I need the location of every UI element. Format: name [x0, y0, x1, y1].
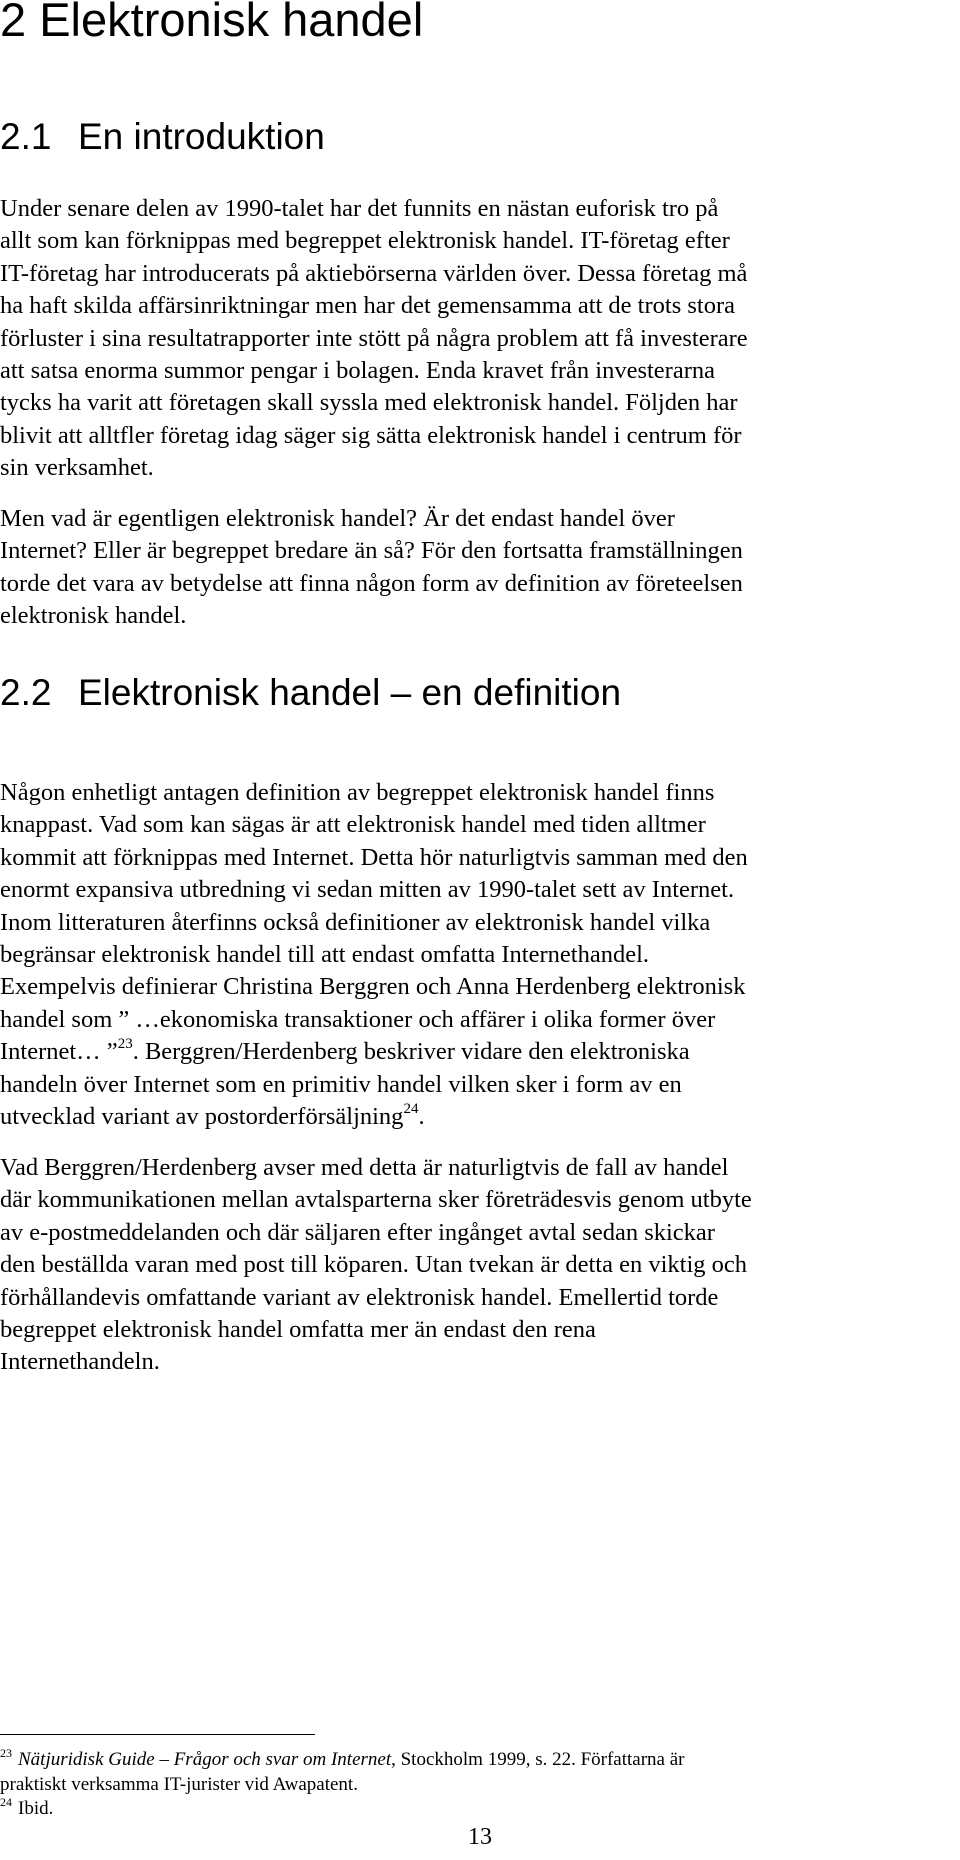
- paragraph-definition-1: [0, 777, 960, 1133]
- footnote-reference-24[interactable]: 24: [403, 1101, 419, 1118]
- chapter-title: Elektronisk handel: [39, 0, 424, 46]
- text-line: Internet? Eller är begreppet bredare än så? För den fortsatta framställningen: [0, 537, 743, 565]
- text-line-with-reference: [0, 1036, 960, 1068]
- text-line: blivit att alltfler företag idag säger sig sätta elektronisk handel i centrum för: [0, 421, 742, 449]
- section-number: 2.1: [0, 116, 52, 157]
- footnote-reference-23[interactable]: 23: [117, 1036, 133, 1053]
- text-line: IT-företag har introducerats på aktiebörserna världen över. Dessa företag må: [0, 259, 748, 287]
- paragraph-definition-2: [0, 1152, 960, 1379]
- text-line: sin verksamhet.: [0, 454, 154, 482]
- text-line: knappast. Vad som kan sägas är att elektronisk handel med tiden alltmer: [0, 811, 706, 839]
- text-line: av e-postmeddelanden och där säljaren efter ingånget avtal sedan skickar: [0, 1218, 715, 1246]
- footnote-divider: [0, 1734, 315, 1735]
- footnote-number: 24: [0, 1795, 12, 1809]
- text-line: begreppet elektronisk handel omfatta mer än endast den rena: [0, 1316, 596, 1344]
- text-line: handel som ” …ekonomiska transaktioner och affärer i olika former över: [0, 1005, 716, 1033]
- section-heading-2-1: [0, 114, 325, 160]
- text-line: allt som kan förknippas med begreppet elektronisk handel. IT-företag efter: [0, 227, 730, 255]
- text-line: Internethandeln.: [0, 1348, 160, 1376]
- page-number: 13: [468, 1824, 492, 1850]
- section-number: 2.2: [0, 672, 52, 713]
- section-heading-2-2: [0, 670, 621, 716]
- chapter-heading: [0, 0, 423, 50]
- footnote-23: [0, 1748, 960, 1773]
- section-title: En introduktion: [78, 116, 325, 157]
- line-text: .: [418, 1103, 425, 1131]
- text-line: elektronisk handel.: [0, 602, 187, 630]
- text-line: begränsar elektronisk handel till att endast omfatta Internethandel.: [0, 941, 650, 969]
- text-line: Under senare delen av 1990-talet har det funnits en nästan euforisk tro på: [0, 195, 719, 222]
- paragraph-intro-1: [0, 193, 960, 485]
- paragraph-intro-2: [0, 503, 960, 633]
- section-title: Elektronisk handel – en definition: [78, 672, 622, 713]
- text-line: Exempelvis definierar Christina Berggren och Anna Herdenberg elektronisk: [0, 973, 746, 1001]
- text-line: Inom litteraturen återfinns också definitioner av elektronisk handel vilka: [0, 908, 711, 936]
- text-line: att satsa enorma summor pengar i bolagen. Enda kravet från investerarna: [0, 357, 715, 385]
- footnote-23-continued: praktiskt verksamma IT-jurister vid Awapatent.: [0, 1774, 358, 1795]
- footnote-text: , Stockholm 1999, s. 22. Författarna är: [391, 1749, 685, 1770]
- text-line: tycks ha varit att företagen skall syssla med elektronisk handel. Följden har: [0, 389, 738, 417]
- footnote-source-title: Nätjuridisk Guide – Frågor och svar om Internet: [18, 1749, 392, 1770]
- text-line-with-reference: [0, 1101, 960, 1133]
- text-line: Någon enhetligt antagen definition av begreppet elektronisk handel finns: [0, 779, 715, 806]
- text-line: Men vad är egentligen elektronisk handel? Är det endast handel över: [0, 505, 675, 532]
- text-line: den beställda varan med post till köparen. Utan tvekan är detta en viktig och: [0, 1251, 748, 1279]
- text-line: handeln över Internet som en primitiv handel vilken sker i form av en: [0, 1070, 682, 1098]
- footnote-text: Ibid.: [18, 1798, 54, 1819]
- text-line: förhållandevis omfattande variant av elektronisk handel. Emellertid torde: [0, 1283, 719, 1311]
- text-line: Vad Berggren/Herdenberg avser med detta är naturligtvis de fall av handel: [0, 1154, 729, 1181]
- footnote-number: 23: [0, 1746, 12, 1760]
- text-line: förluster i sina resultatrapporter inte stött på några problem att få investerare: [0, 324, 748, 352]
- line-text: Internet… ”: [0, 1038, 118, 1066]
- footnotes: [0, 1748, 960, 1822]
- line-text: utvecklad variant av postorderförsäljning: [0, 1103, 404, 1131]
- chapter-number: 2: [0, 0, 27, 46]
- text-line: där kommunikationen mellan avtalsparterna sker företrädesvis genom utbyte: [0, 1186, 752, 1214]
- footnote-24: [0, 1797, 960, 1822]
- text-line: kommit att förknippas med Internet. Detta hör naturligtvis samman med den: [0, 843, 748, 871]
- text-line: ha haft skilda affärsinriktningar men har det gemensamma att de trots stora: [0, 292, 735, 320]
- text-line: enormt expansiva utbredning vi sedan mitten av 1990-talet sett av Internet.: [0, 876, 735, 904]
- text-line: torde det vara av betydelse att finna någon form av definition av företeelsen: [0, 569, 743, 597]
- line-text: . Berggren/Herdenberg beskriver vidare den elektroniska: [132, 1038, 690, 1066]
